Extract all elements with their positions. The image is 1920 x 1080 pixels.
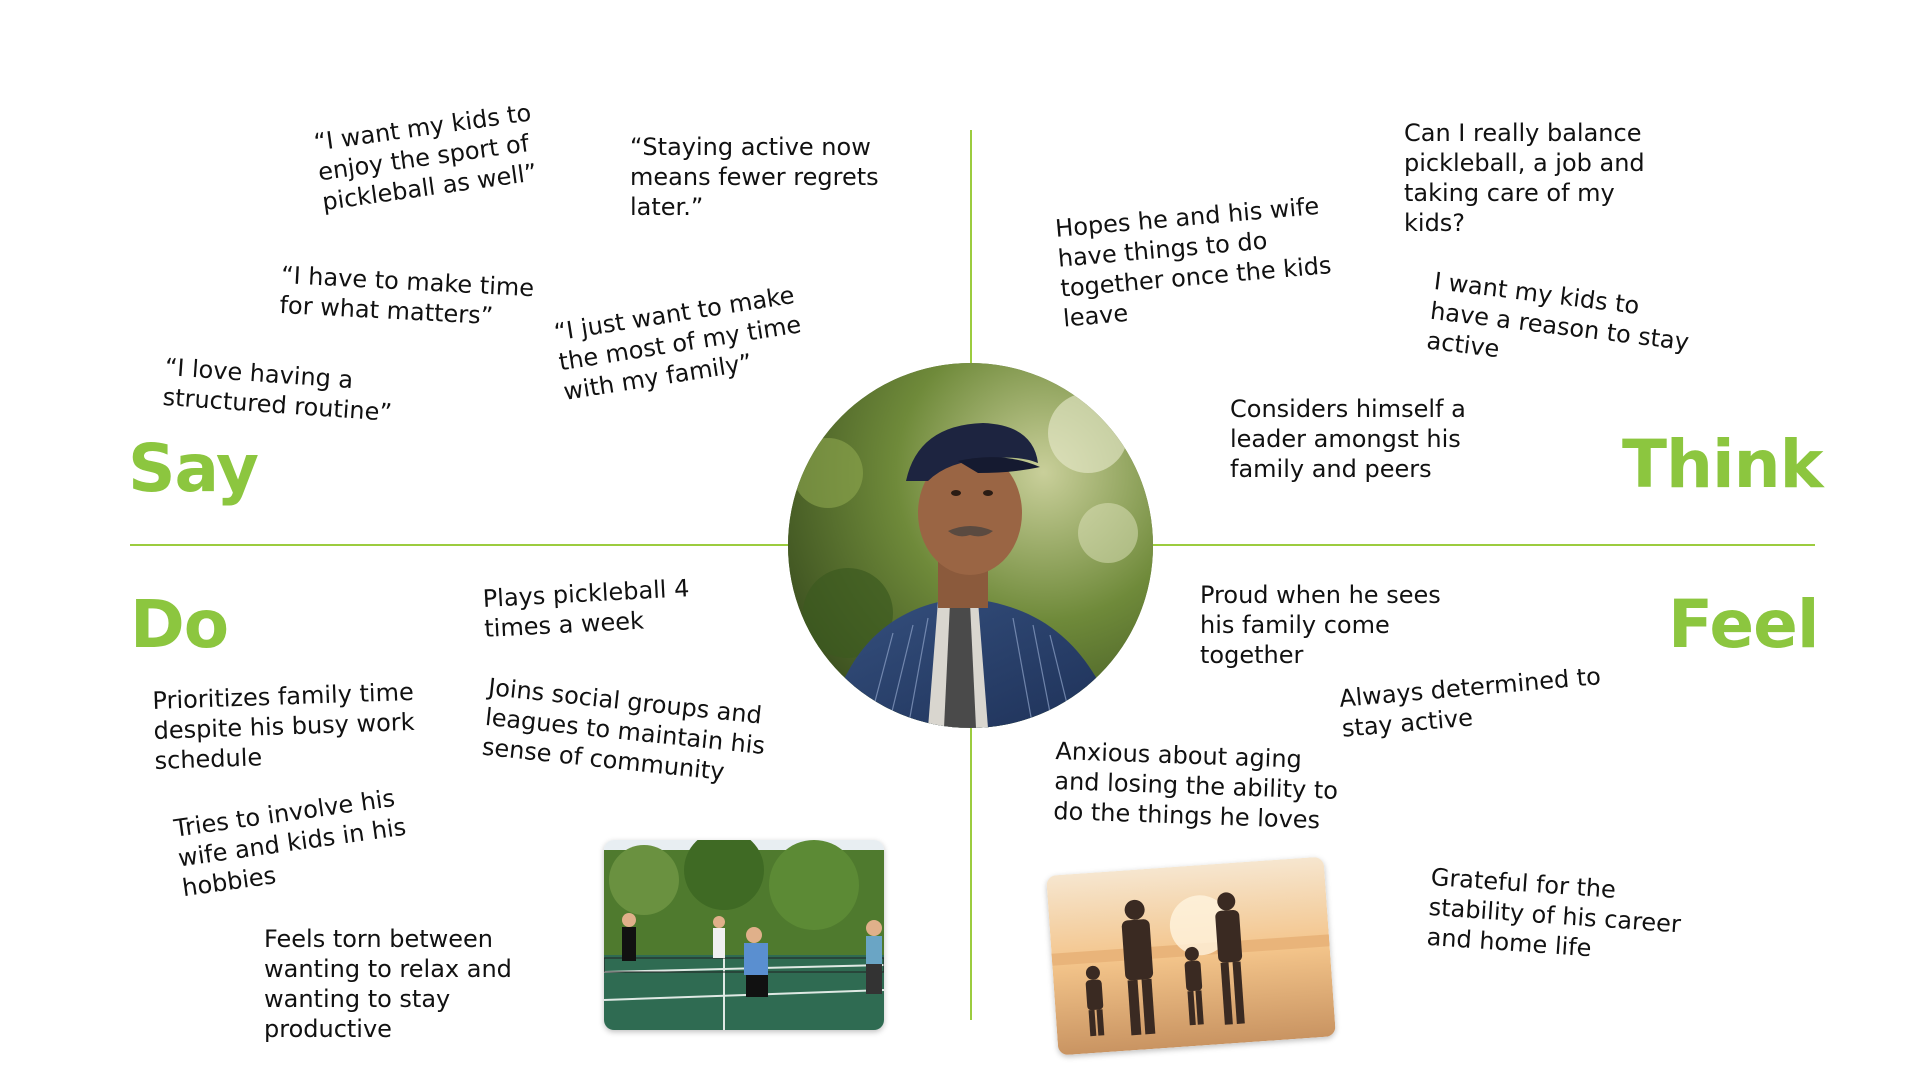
quadrant-say-heading: Say xyxy=(128,430,259,507)
family-photo xyxy=(1046,857,1336,1056)
pickleball-photo xyxy=(604,840,884,1030)
family-beach-sunset-image xyxy=(1046,857,1336,1056)
say-note: “I want my kids to enjoy the sport of pickleball as well” xyxy=(312,98,539,217)
older-man-portrait-image xyxy=(788,363,1153,728)
quadrant-do-heading: Do xyxy=(130,586,229,663)
do-note: Prioritizes family time despite his busy work schedule xyxy=(152,677,415,775)
think-note: I want my kids to have a reason to stay active xyxy=(1425,266,1691,364)
say-note: “I just want to make the most of my time with my family” xyxy=(552,281,804,406)
pickleball-doubles-image xyxy=(604,840,884,1030)
quadrant-think-heading: Think xyxy=(1622,426,1823,503)
do-note: Plays pickleball 4 times a week xyxy=(482,574,691,643)
think-note: Hopes he and his wife have things to do together once the kids leave xyxy=(1054,191,1333,333)
feel-note: Grateful for the stability of his career and home life xyxy=(1425,862,1682,963)
do-note: Joins social groups and leagues to maintain his sense of community xyxy=(480,672,767,786)
say-note: “Staying active now means fewer regrets later.” xyxy=(630,133,879,221)
do-note: Tries to involve his wife and kids in his hobbies xyxy=(172,783,408,903)
persona-portrait xyxy=(788,363,1153,728)
say-note: “I love having a structured routine” xyxy=(161,352,393,427)
feel-note: Always determined to stay active xyxy=(1338,662,1602,743)
quadrant-feel-heading: Feel xyxy=(1668,586,1819,663)
think-note: Considers himself a leader amongst his family and peers xyxy=(1230,395,1466,483)
think-note: Can I really balance pickleball, a job and taking care of my kids? xyxy=(1404,119,1645,237)
say-note: “I have to make time for what matters” xyxy=(278,260,535,331)
feel-note: Proud when he sees his family come together xyxy=(1200,581,1441,669)
feel-note: Anxious about aging and losing the ability to do the things he loves xyxy=(1052,736,1339,835)
do-note: Feels torn between wanting to relax and wanting to stay productive xyxy=(264,925,512,1043)
